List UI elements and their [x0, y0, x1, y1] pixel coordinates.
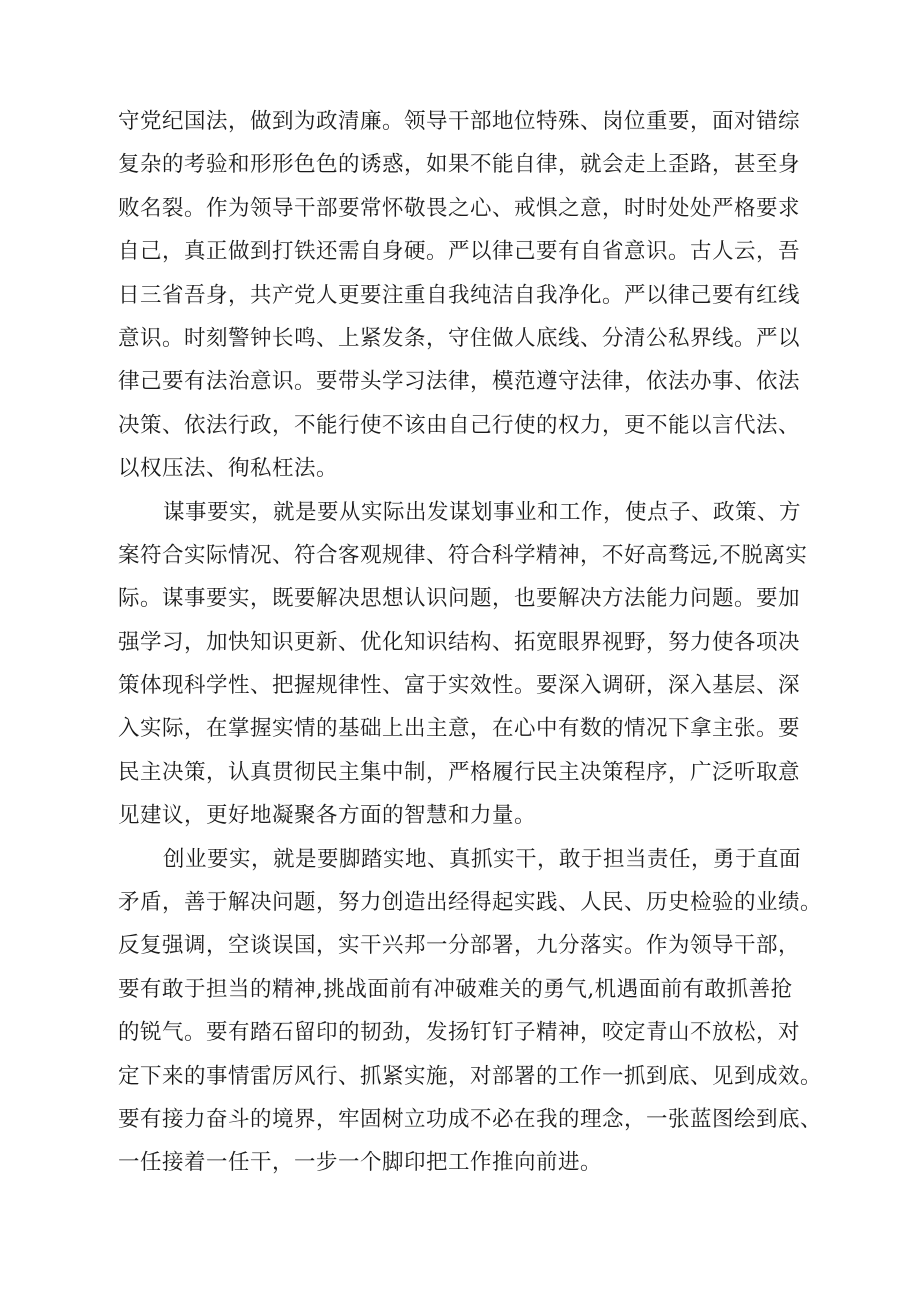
text-line: 矛盾，善于解决问题，努力创造出经得起实践、人民、历史检验的业绩。	[118, 890, 823, 916]
text-line: 的锐气。要有踏石留印的韧劲，发扬钉钉子精神，咬定青山不放松，对	[118, 1020, 801, 1046]
text-line: 要有接力奋斗的境界，牢固树立功成不必在我的理念，一张蓝图绘到底、	[118, 1106, 823, 1132]
text-line: 复杂的考验和形形色色的诱惑，如果不能自律，就会走上歪路，甚至身	[118, 152, 801, 178]
paragraph-3	[118, 838, 848, 1185]
text-line: 自己，真正做到打铁还需自身硬。严以律己要有自省意识。古人云，吾	[118, 239, 801, 265]
paragraph-2	[118, 491, 848, 838]
text-line: 以权压法、徇私枉法。	[118, 456, 339, 482]
text-line: 定下来的事情雷厉风行、抓紧实施，对部署的工作一抓到底、见到成效。	[118, 1063, 823, 1089]
text-line: 策体现科学性、把握规律性、富于实效性。要深入调研，深入基层、深	[118, 673, 801, 699]
text-line: 案符合实际情况、符合客观规律、符合科学精神，不好高骛远,不脱离实	[118, 542, 808, 568]
text-line: 见建议，更好地凝聚各方面的智慧和力量。	[118, 803, 537, 829]
text-line: 律己要有法治意识。要带头学习法律，模范遵守法律，依法办事、依法	[118, 369, 801, 395]
text-line: 要有敢于担当的精神,挑战面前有冲破难关的勇气,机遇面前有敢抓善抢	[118, 976, 793, 1002]
text-line: 际。谋事要实，既要解决思想认识问题，也要解决方法能力问题。要加	[118, 586, 801, 612]
paragraph-1	[118, 100, 848, 491]
text-line: 入实际，在掌握实情的基础上出主意，在心中有数的情况下拿主张。要	[118, 716, 801, 742]
document-body	[118, 100, 848, 1185]
text-line: 败名裂。作为领导干部要常怀敬畏之心、戒惧之意，时时处处严格要求	[118, 195, 801, 221]
text-line: 决策、依法行政，不能行使不该由自己行使的权力，更不能以言代法、	[118, 412, 801, 438]
text-line: 意识。时刻警钟长鸣、上紧发条，守住做人底线、分清公私界线。严以	[118, 325, 801, 351]
text-line: 创业要实，就是要脚踏实地、真抓实干，敢于担当责任，勇于直面	[163, 846, 802, 872]
text-line: 一任接着一任干，一步一个脚印把工作推向前进。	[118, 1150, 603, 1176]
text-line: 强学习，加快知识更新、优化知识结构、拓宽眼界视野，努力使各项决	[118, 629, 801, 655]
text-line: 日三省吾身，共产党人更要注重自我纯洁自我净化。严以律己要有红线	[118, 282, 801, 308]
text-line: 民主决策，认真贯彻民主集中制，严格履行民主决策程序，广泛听取意	[118, 759, 801, 785]
text-line: 谋事要实，就是要从实际出发谋划事业和工作，使点子、政策、方	[163, 499, 802, 525]
text-line: 守党纪国法，做到为政清廉。领导干部地位特殊、岗位重要，面对错综	[118, 109, 801, 134]
text-line: 反复强调，空谈误国，实干兴邦一分部署，九分落实。作为领导干部，	[118, 933, 801, 959]
